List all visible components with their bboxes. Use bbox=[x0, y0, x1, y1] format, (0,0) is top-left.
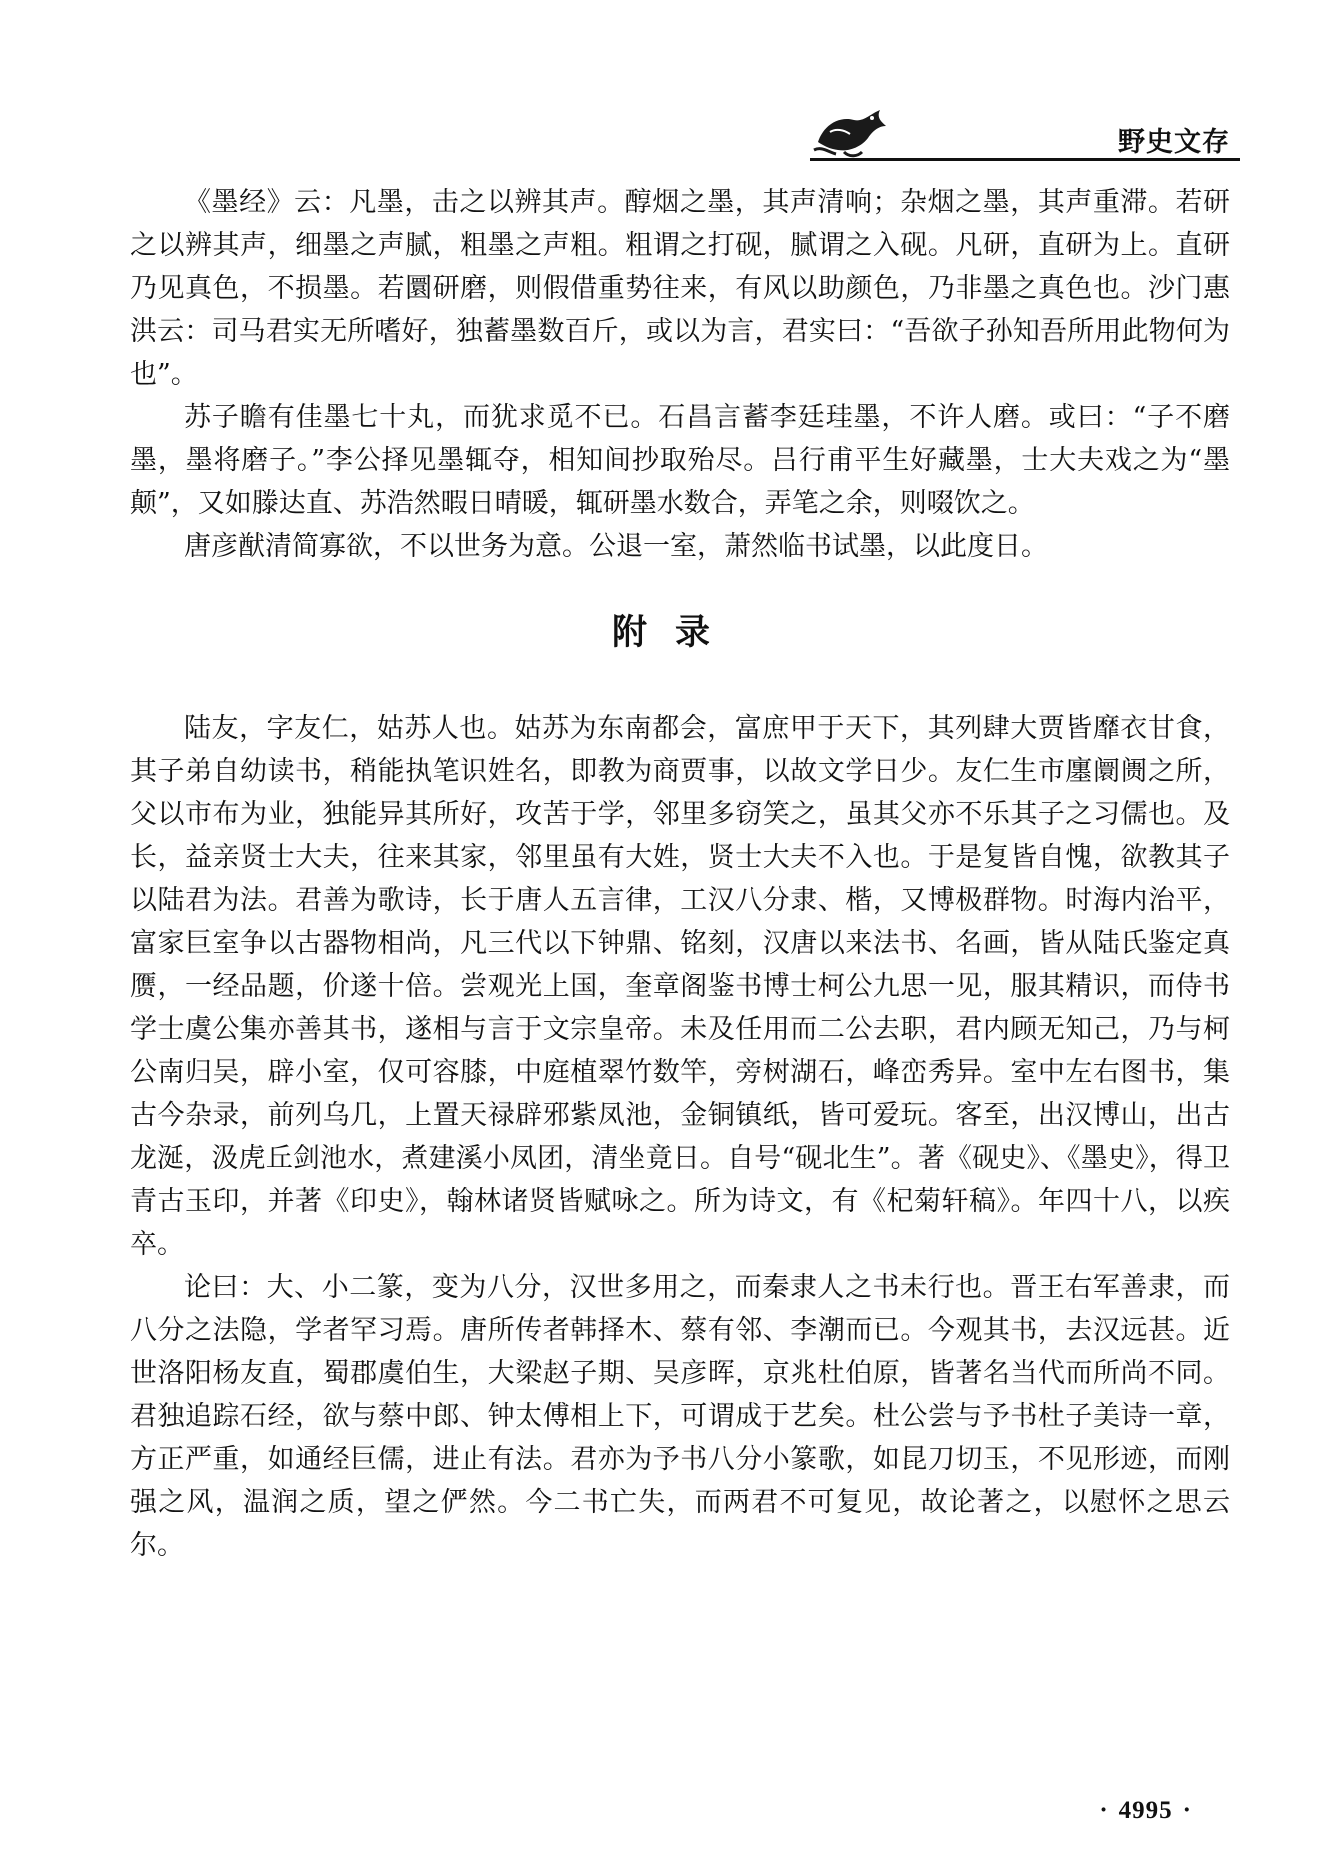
dragon-emblem-icon bbox=[810, 102, 892, 160]
header-rule bbox=[810, 158, 1240, 161]
running-header bbox=[810, 100, 1240, 160]
bullet-icon: · bbox=[1099, 1797, 1109, 1824]
paragraph: 陆友，字友仁，姑苏人也。姑苏为东南都会，富庶甲于天下，其列肆大贾皆靡衣甘食，其子弟自幼读书，稍能执笔识姓名，即教为商贾事，以故文学日少。友仁生市廛阛阓之所，父以市布为业，独能异其所好，攻苦于学，邻里多窃笑之，虽其父亦不乐其子之习儒也。及长，益亲贤士大夫，往来其家，邻里虽有大姓，贤士大夫不入也。于是复皆自愧，欲教其子以陆君为法。君善为歌诗，长于唐人五言律，工汉八分隶、楷，又博极群物。时海内治平，富家巨室争以古器物相尚，凡三代以下钟鼎、铭刻，汉唐以来法书、名画，皆从陆氏鉴定真赝，一经品题，价遂十倍。尝观光上国，奎章阁鉴书博士柯公九思一见，服其精识，而侍书学士虞公集亦善其书，遂相与言于文宗皇帝。未及任用而二公去职，君内顾无知己，乃与柯公南归吴，辟小室，仅可容膝，中庭植翠竹数竿，旁树湖石，峰峦秀异。室中左右图书，集古今杂录，前列乌几，上置天禄辟邪紫凤池，金铜镇纸，皆可爱玩。客至，出汉博山，出古龙涎，汲虎丘剑池水，煮建溪小凤团，清坐竟日。自号“砚北生”。著《砚史》、《墨史》，得卫青古玉印，并著《印史》，翰林诸贤皆赋咏之。所为诗文，有《杞菊轩稿》。年四十八，以疾卒。 bbox=[130, 713, 1230, 1260]
paragraph: 苏子瞻有佳墨七十丸，而犹求觅不已。石昌言蓄李廷珪墨，不许人磨。或曰：“子不磨墨，墨将磨子。”李公择见墨辄夺，相知间抄取殆尽。吕行甫平生好藏墨，士大夫戏之为“墨颠”，又如滕达直、苏浩然暇日晴暖，辄研墨水数合，弄笔之余，则啜饮之。 bbox=[130, 402, 1230, 519]
paragraph: 《墨经》云：凡墨，击之以辨其声。醇烟之墨，其声清响；杂烟之墨，其声重滞。若研之以辨其声，细墨之声腻，粗墨之声粗。粗谓之打砚，腻谓之入砚。凡研，直研为上。直研乃见真色，不损墨。若圜研磨，则假借重势往来，有风以助颜色，乃非墨之真色也。沙门惠洪云：司马君实无所嗜好，独蓄墨数百斤，或以为言，君实曰：“吾欲子孙知吾所用此物何为也”。 bbox=[130, 187, 1230, 390]
paragraph: 论曰：大、小二篆，变为八分，汉世多用之，而秦隶人之书未行也。晋王右军善隶，而八分之法隐，学者罕习焉。唐所传者韩择木、蔡有邻、李潮而已。今观其书，去汉远甚。近世洛阳杨友直，蜀郡虞伯生，大梁赵子期、吴彦晖，京兆杜伯原，皆著名当代而所尚不同。君独追踪石经，欲与蔡中郎、钟太傅相上下，可谓成于艺矣。杜公尝与予书杜子美诗一章，方正严重，如通经巨儒，进止有法。君亦为予书八分小篆歌，如昆刀切玉，不见形迹，而刚强之风，温润之质，望之俨然。今二书亡失，而两君不可复见，故论著之，以慰怀之思云尔。 bbox=[130, 1272, 1230, 1561]
page-number bbox=[1089, 1797, 1202, 1825]
top-text-block bbox=[130, 181, 1230, 568]
appendix-text-block bbox=[130, 707, 1230, 1567]
section-title: 附录 bbox=[611, 613, 738, 653]
bullet-icon: · bbox=[1182, 1797, 1192, 1824]
page-number-value: 4995 bbox=[1118, 1797, 1173, 1824]
paragraph: 唐彦猷清简寡欲，不以世务为意。公退一室，萧然临书试墨，以此度日。 bbox=[184, 531, 1048, 562]
header-title: 野史文存 bbox=[1118, 127, 1230, 158]
